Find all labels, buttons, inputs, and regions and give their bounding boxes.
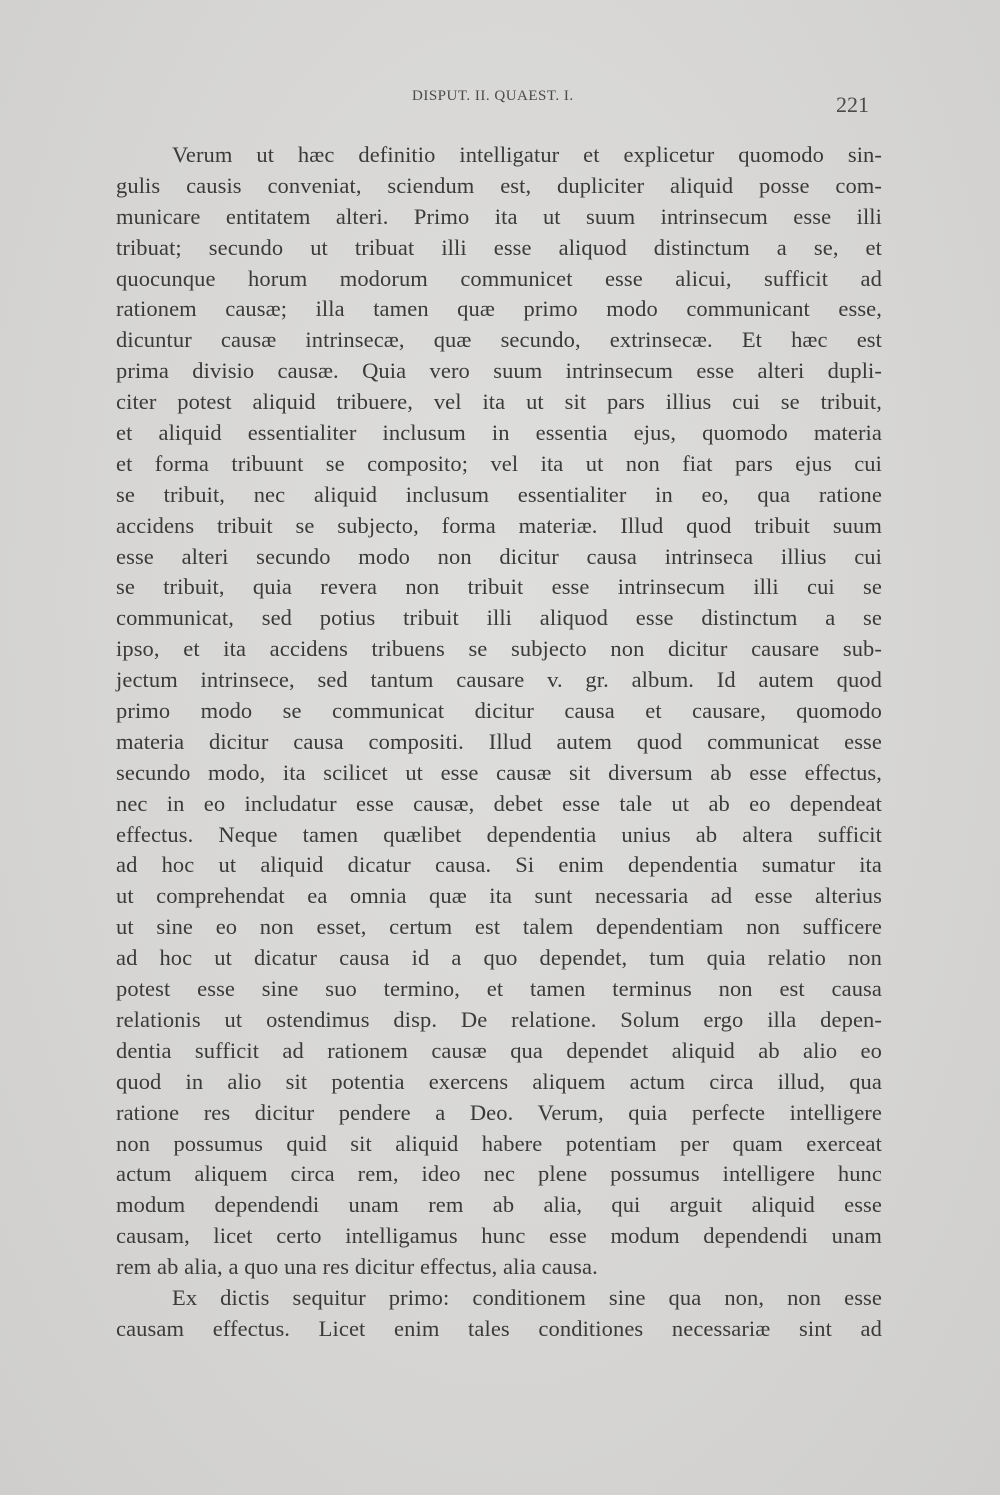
text-line: esse alteri secundo modo non dicitur causa intrinseca illius cui (116, 543, 882, 569)
text-line: quocunque horum modorum communicet esse alicui, sufficit ad (116, 265, 882, 291)
text-line: modum dependendi unam rem ab alia, qui arguit aliquid esse (116, 1192, 882, 1218)
text-line: gulis causis conveniat, sciendum est, dupliciter aliquid posse com- (116, 172, 882, 198)
text-line: ut comprehendat ea omnia quæ ita sunt necessaria ad esse alterius (116, 883, 882, 909)
text-line: Ex dictis sequitur primo: conditionem sine qua non, non esse (172, 1284, 882, 1310)
running-head: DISPUT. II. QUAEST. I. (412, 88, 574, 104)
text-line: dicuntur causæ intrinsecæ, quæ secundo, extrinsecæ. Et hæc est (116, 327, 882, 353)
text-line: ad hoc ut dicatur causa id a quo dependet, tum quia relatio non (116, 945, 882, 971)
text-line: prima divisio causæ. Quia vero suum intrinsecum esse alteri dupli- (116, 358, 882, 384)
text-line: rationem causæ; illa tamen quæ primo modo communicant esse, (116, 296, 882, 322)
text-line: municare entitatem alteri. Primo ita ut suum intrinsecum esse illi (116, 203, 882, 229)
text-line: secundo modo, ita scilicet ut esse causæ sit diversum ab esse effectus, (116, 759, 882, 785)
text-line: primo modo se communicat dicitur causa et causare, quomodo (116, 698, 882, 724)
text-line: ipso, et ita accidens tribuens se subjecto non dicitur causare sub- (116, 636, 882, 662)
page-number: 221 (836, 92, 869, 117)
text-line: se tribuit, quia revera non tribuit esse intrinsecum illi cui se (116, 574, 882, 600)
text-line: causam effectus. Licet enim tales conditiones necessariæ sint ad (116, 1315, 882, 1341)
text-line: ratione res dicitur pendere a Deo. Verum, quia perfecte intelligere (116, 1099, 882, 1125)
text-line: accidens tribuit se subjecto, forma materiæ. Illud quod tribuit suum (116, 512, 882, 538)
text-line: non possumus quid sit aliquid habere potentiam per quam exerceat (116, 1130, 882, 1156)
text-line: dentia sufficit ad rationem causæ qua dependet aliquid ab alio eo (116, 1037, 882, 1063)
text-line: potest esse sine suo termino, et tamen terminus non est causa (116, 976, 882, 1002)
text-line: citer potest aliquid tribuere, vel ita ut sit pars illius cui se tribuit, (116, 389, 882, 415)
text-line: rem ab alia, a quo una res dicitur effectus, alia causa. (116, 1254, 598, 1280)
text-line: actum aliquem circa rem, ideo nec plene possumus intelligere hunc (116, 1161, 882, 1187)
text-line: quod in alio sit potentia exercens aliquem actum circa illud, qua (116, 1068, 882, 1094)
text-line: effectus. Neque tamen quælibet dependentia unius ab altera sufficit (116, 821, 882, 847)
text-line: tribuat; secundo ut tribuat illi esse aliquod distinctum a se, et (116, 234, 882, 260)
body-text (116, 140, 882, 1345)
text-line: ad hoc ut aliquid dicatur causa. Si enim dependentia sumatur ita (116, 852, 882, 878)
text-line: et forma tribuunt se composito; vel ita ut non fiat pars ejus cui (116, 450, 882, 476)
text-line: relationis ut ostendimus disp. De relatione. Solum ergo illa depen- (116, 1006, 882, 1032)
text-line: communicat, sed potius tribuit illi aliquod esse distinctum a se (116, 605, 882, 631)
text-line: materia dicitur causa compositi. Illud autem quod communicat esse (116, 728, 882, 754)
text-line: ut sine eo non esset, certum est talem dependentiam non sufficere (116, 914, 882, 940)
text-line: et aliquid essentialiter inclusum in essentia ejus, quomodo materia (116, 420, 882, 446)
text-line: Verum ut hæc definitio intelligatur et explicetur quomodo sin- (172, 142, 882, 167)
text-line: causam, licet certo intelligamus hunc esse modum dependendi unam (116, 1223, 882, 1249)
text-line: jectum intrinsece, sed tantum causare v. gr. album. Id autem quod (116, 667, 882, 693)
text-line: nec in eo includatur esse causæ, debet esse tale ut ab eo dependeat (116, 790, 882, 816)
text-line: se tribuit, nec aliquid inclusum essentialiter in eo, qua ratione (116, 481, 882, 507)
